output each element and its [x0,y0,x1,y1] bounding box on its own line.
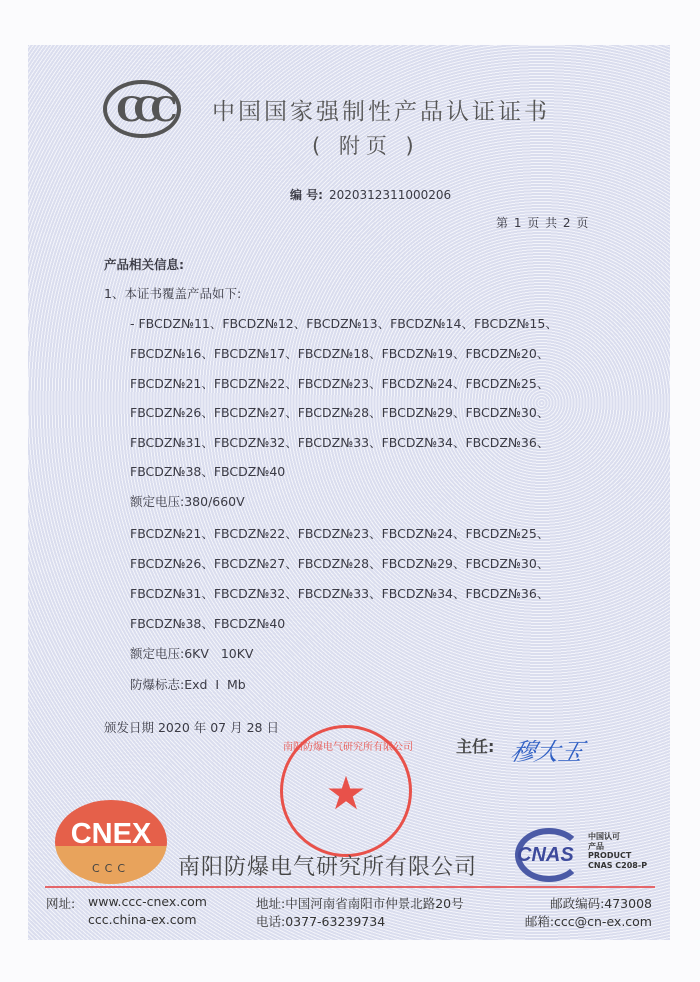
official-seal: 南阳防爆电气研究所有限公司 ★ [280,725,412,857]
footer-divider [45,886,655,888]
model-line: FBCDZ№31、FBCDZ№32、FBCDZ№33、FBCDZ№34、FBCDZ№36、 [130,586,550,601]
explosion-proof-mark: 防爆标志:Exd I Mb [130,677,246,692]
director-signature: 穆大玉 [507,738,588,766]
rated-voltage-1: 额定电压:380/660V [130,494,245,509]
model-line: FBCDZ№31、FBCDZ№32、FBCDZ№33、FBCDZ№34、FBCDZ№36、 [130,435,550,450]
ccc-logo: CCC [103,80,181,138]
cnas-logo: CNAS [515,828,583,882]
postcode: 邮政编码:473008 [550,896,652,911]
certificate-title: 中国国家强制性产品认证证书 [212,99,550,125]
model-line: FBCDZ№21、FBCDZ№22、FBCDZ№23、FBCDZ№24、FBCDZ№25、 [130,526,550,541]
star-icon: ★ [325,766,367,820]
cnex-logo: CNEX CCC [55,800,167,884]
section-title: 产品相关信息: [104,257,184,272]
item-1: 1、本证书覆盖产品如下: [104,286,242,301]
rated-voltage-2: 额定电压:6KV 10KV [130,646,254,661]
page-info: 第 1 页 共 2 页 [496,216,590,230]
model-line: - FBCDZ№11、FBCDZ№12、FBCDZ№13、FBCDZ№14、FBCDZ№15、 [130,316,558,331]
cnas-label: 中国认可 产品 PRODUCT CNAS C208-P [588,832,648,870]
director-label: 主任: [456,737,495,756]
email[interactable]: 邮箱:ccc@cn-ex.com [524,914,652,929]
company-name: 南阳防爆电气研究所有限公司 [178,855,478,880]
address: 地址:中国河南省南阳市仲景北路20号 [256,896,464,911]
website-link-1[interactable]: www.ccc-cnex.com [88,894,207,909]
model-line: FBCDZ№26、FBCDZ№27、FBCDZ№28、FBCDZ№29、FBCDZ№30、 [130,556,550,571]
certificate-subtitle: ( 附页 ) [312,134,420,158]
certificate-number: 编 号: 2020312311000206 [290,188,452,202]
model-line: FBCDZ№38、FBCDZ№40 [130,616,286,631]
model-line: FBCDZ№38、FBCDZ№40 [130,464,286,479]
website-label: 网址: [46,896,76,911]
phone: 电话:0377-63239734 [256,914,386,929]
website-link-2[interactable]: ccc.china-ex.com [88,912,197,927]
model-line: FBCDZ№16、FBCDZ№17、FBCDZ№18、FBCDZ№19、FBCDZ№20、 [130,346,550,361]
model-line: FBCDZ№26、FBCDZ№27、FBCDZ№28、FBCDZ№29、FBCDZ№30、 [130,405,550,420]
model-line: FBCDZ№21、FBCDZ№22、FBCDZ№23、FBCDZ№24、FBCDZ№25、 [130,376,550,391]
issue-date: 颁发日期 2020 年 07 月 28 日 [104,720,279,735]
